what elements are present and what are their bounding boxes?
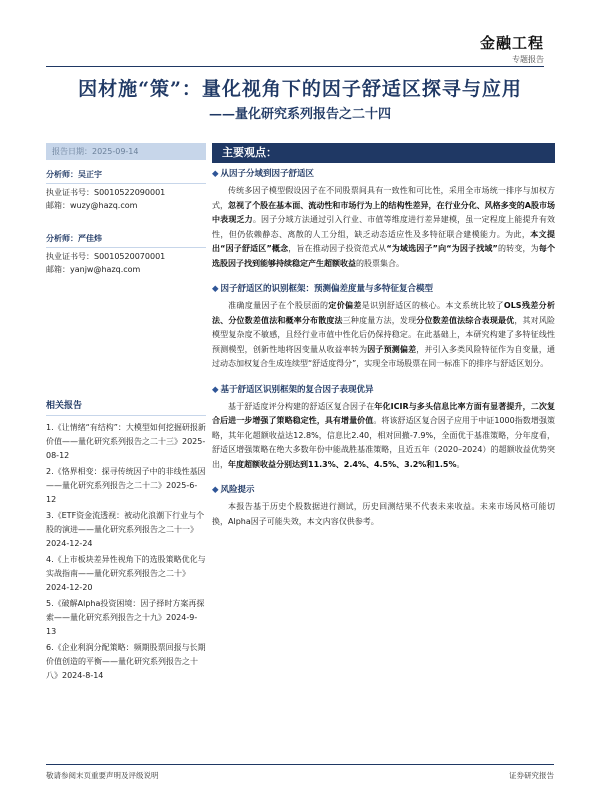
body-text: 基于舒适度评分构建的舒适区复合因子在 <box>228 401 375 411</box>
key-point-section <box>212 168 555 271</box>
report-date: 报告日期：2025-09-14 <box>46 143 206 160</box>
section-heading-text: 从因子分域到因子舒适区 <box>220 169 315 179</box>
key-point-section <box>212 283 555 372</box>
analyst-block-2 <box>46 232 206 276</box>
section-heading-text: 风险提示 <box>220 485 255 495</box>
emphasis-text: 定价偏差 <box>328 301 362 310</box>
analyst-name: 分析师：严佳炜 <box>46 232 206 248</box>
body-text: 的股票集合。 <box>356 258 404 268</box>
analyst-license: 执业证书号：S0010520070001 <box>46 252 166 261</box>
related-report-item[interactable]: 3.《ETF资金流透视：被动化浪潮下行业与个股的演进——量化研究系列报告之二十一》2024-12-24 <box>46 511 205 548</box>
report-category: 金融工程 <box>479 34 544 52</box>
related-report-item[interactable]: 4.《上市板块差异性视角下的选股策略优化与实战指南——量化研究系列报告之二十》2024-12-20 <box>46 555 206 592</box>
analyst-panel <box>46 143 206 276</box>
section-heading <box>212 168 555 181</box>
body-text: 。 <box>456 459 465 469</box>
body-text: 准确度量因子在个股层面的 <box>228 301 329 310</box>
key-point-section <box>212 484 555 529</box>
bullet-diamond-icon: ◆ <box>212 384 219 395</box>
emphasis-text: OLS残差分析法、分位数差值法和概率分布散度法 <box>212 301 556 325</box>
header-divider <box>46 66 544 67</box>
related-reports <box>46 398 206 685</box>
report-type: 专题报告 <box>512 55 544 64</box>
related-report-item[interactable]: 6.《企业利润分配策略：频期股票回报与长期价值创造的平衡——量化研究系列报告之十八》2024-8-14 <box>46 643 206 680</box>
body-text: 三种度量方法，发现 <box>342 315 417 325</box>
bullet-diamond-icon: ◆ <box>212 284 219 294</box>
body-text: 是识别舒适区的核心。本文系统比较了 <box>361 301 504 310</box>
bullet-diamond-icon: ◆ <box>212 169 219 179</box>
footer-divider <box>46 764 554 765</box>
body-text: ，旨在推动因子投资范式从 <box>288 244 387 253</box>
section-paragraph <box>212 500 555 529</box>
body-text: 本报告基于历史个股数据进行测试，历史回测结果不代表未来收益。未来市场风格可能切换，Alpha因子可能失效，本文内容仅供参考。 <box>212 502 555 526</box>
analyst-email[interactable]: 邮箱：wuzy@hazq.com <box>46 201 138 210</box>
section-heading <box>212 283 555 296</box>
footer-disclaimer: 敬请参阅末页重要声明及评级说明 <box>46 771 159 780</box>
body-text: 传统多因子模型假设因子在不同股票间具有一致性和可比性，采用全市场统一排序与加权方式， <box>212 186 555 210</box>
related-report-item[interactable]: 5.《破解Alpha投资困境：因子择时方案再探索——量化研究系列报告之十九》2024-9-13 <box>46 599 205 636</box>
emphasis-text: 忽视了个股在基本面、流动性和市场行为上的结构性差异，在行业分化、风格多变的A股市场中表现乏力 <box>212 200 556 224</box>
body-text: 的转变，为 <box>497 244 539 253</box>
emphasis-text: 每个选股因子找到能够持续稳定产生超额收益 <box>212 244 556 268</box>
body-text: 。因子分域方法通过引入行业、市值等维度进行差异建模，虽一定程度上能提升有效性，但仍依赖静态、离散的人工分组，缺乏动态适应性及多特征联合建模能力。为此， <box>212 215 556 239</box>
key-point-section <box>212 384 555 473</box>
related-reports-heading: 相关报告 <box>46 398 206 416</box>
report-subtitle: ——量化研究系列报告之二十四 <box>208 107 391 122</box>
related-report-item[interactable]: 2.《恪界相变：探寻传统因子中的非线性基因——量化研究系列报告之二十二》2025-6-12 <box>46 467 206 504</box>
body-text: ，其对风险模型复杂度不敏感，且经行业市值中性化后仍保持稳定。在此基础上，本研究构建了多特征线性预测模型，创新性地将因变量从收益率转为 <box>212 315 556 354</box>
emphasis-text: 分位数差值法综合表现最优 <box>416 315 515 325</box>
analyst-name: 分析师：吴正宇 <box>46 168 206 184</box>
body-text: ，并引入多类风险特征作为自变量，通过动态加权复合生成连续型“舒适度得分”，实现全市场股票在同一标准下的排序与舒适区划分。 <box>212 344 556 368</box>
key-points-label: 主要观点： <box>212 143 555 163</box>
section-paragraph <box>212 299 555 372</box>
section-heading <box>212 384 555 397</box>
body-text: 。将该舒适区复合因子应用于中证1000指数增强策略，其年化超额收益达12.8%，信息比2.40，相对回撤-7.9%，全面优于基准策略，分年度看，舒适区增强策略在绝大多数年份中能战胜基准策略，且近五年（2020–2024）的超额收益优势突出， <box>212 416 556 469</box>
emphasis-text: 年化ICIR与多头信息比率方面有显著提升，二次复合后进一步增强了策略稳定性，具有增量价值 <box>212 401 555 425</box>
emphasis-text: 年度超额收益分别达到11.3%、2.4%、4.5%、3.2%和1.5% <box>228 459 457 469</box>
emphasis-text: 本文提出“因子舒适区”概念 <box>212 229 555 253</box>
key-points-panel <box>212 143 555 529</box>
analyst-email[interactable]: 邮箱：yanjw@hazq.com <box>46 265 141 274</box>
emphasis-text: “为域选因子”向“为因子找域” <box>386 244 498 253</box>
footer-label: 证券研究报告 <box>509 771 554 780</box>
section-paragraph <box>212 184 555 271</box>
emphasis-text: 因子预测偏差 <box>367 344 417 354</box>
analyst-block-1 <box>46 168 206 212</box>
section-heading <box>212 484 555 497</box>
analyst-license: 执业证书号：S0010522090001 <box>46 188 166 197</box>
section-heading-text: 因子舒适区的识别框架：预测偏差度量与多特征复合模型 <box>220 284 434 294</box>
related-report-item[interactable]: 1.《让情绪“有结构”：大模型如何挖掘研报新价值——量化研究系列报告之二十三》2025-08-12 <box>46 423 206 460</box>
section-paragraph <box>212 400 555 473</box>
report-title: 因材施“策”：量化视角下的因子舒适区探寻与应用 <box>78 78 522 100</box>
section-heading-text: 基于舒适区识别框架的复合因子表现优异 <box>220 384 374 395</box>
bullet-diamond-icon: ◆ <box>212 485 219 495</box>
